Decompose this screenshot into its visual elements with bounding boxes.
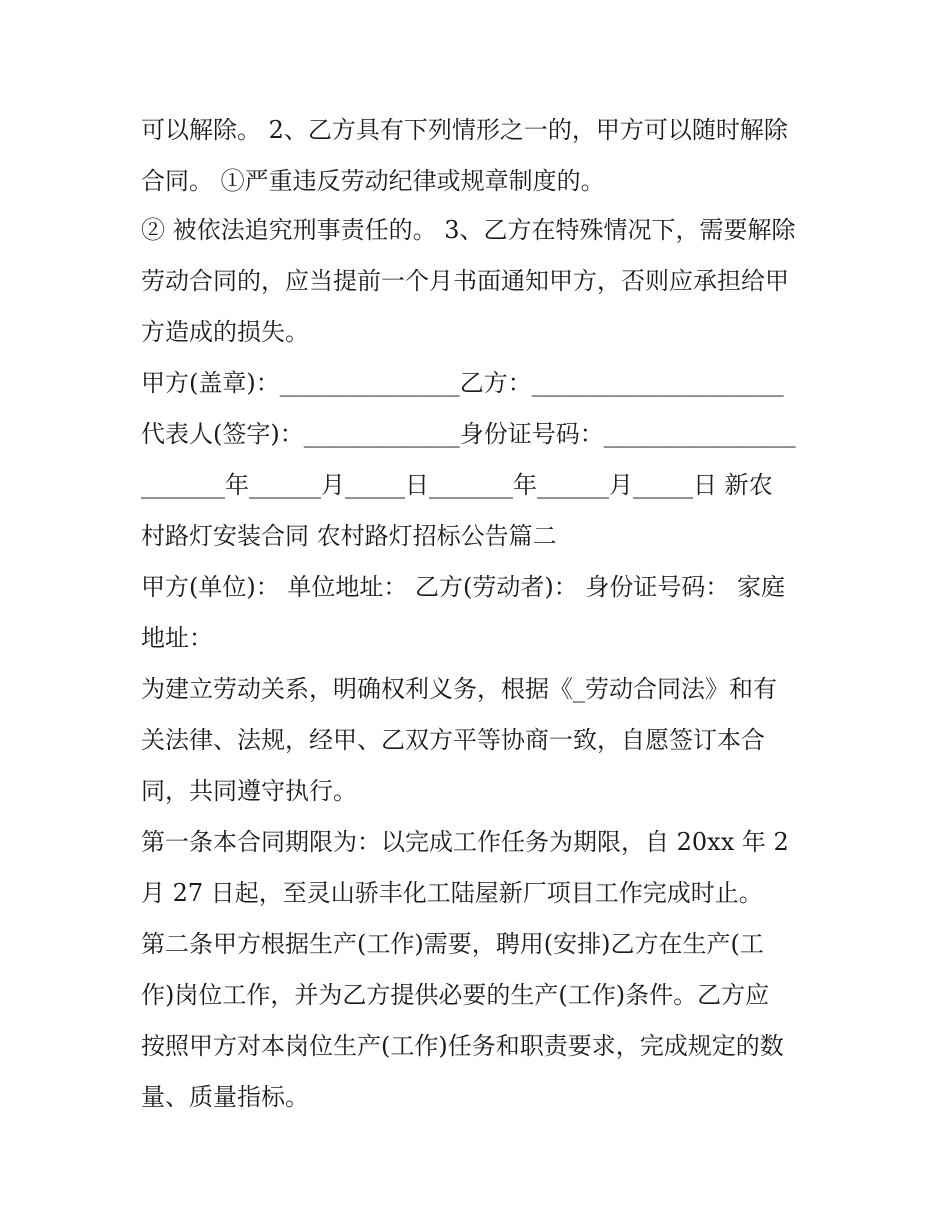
text-line: 同，共同遵守执行。 bbox=[141, 777, 357, 805]
text-line: 合同。 ①严重违反劳动纪律或规章制度的。 bbox=[141, 167, 605, 195]
text-line: 按照甲方对本岗位生产(工作)任务和职责要求，完成规定的数 bbox=[141, 1032, 784, 1060]
article-one-line: 第一条本合同期限为：以完成工作任务为期限，自 20xx 年 2 bbox=[141, 828, 789, 856]
date-line: _______年______月_____日_______年______月_____日 新农 bbox=[141, 471, 773, 499]
text-line: ② 被依法追究刑事责任的。 3、乙方在特殊情况下，需要解除 bbox=[141, 216, 796, 244]
article-two-line: 第二条甲方根据生产(工作)需要，聘用(安排)乙方在生产(工 bbox=[141, 930, 764, 958]
text-line: 劳动合同的，应当提前一个月书面通知甲方，否则应承担给甲 bbox=[141, 267, 789, 295]
signature-line-representative: 代表人(签字)：_____________身份证号码：________________ bbox=[141, 420, 796, 448]
text-line: 量、质量指标。 bbox=[141, 1083, 309, 1111]
text-line: 为建立劳动关系，明确权利义务，根据《_劳动合同法》和有 bbox=[141, 675, 777, 703]
text-line: 方造成的损失。 bbox=[141, 318, 309, 346]
text-line: 月 27 日起，至灵山骄丰化工陆屋新厂项目工作完成时止。 bbox=[141, 879, 763, 907]
text-line: 可以解除。 2、乙方具有下列情形之一的，甲方可以随时解除 bbox=[141, 116, 788, 144]
signature-line-party-a-b: 甲方(盖章)：_______________乙方：_____________________ bbox=[141, 369, 784, 397]
party-info-line: 甲方(单位)： 单位地址： 乙方(劳动者)： 身份证号码： 家庭 bbox=[141, 573, 785, 601]
section-title-line: 村路灯安装合同 农村路灯招标公告篇二 bbox=[141, 522, 557, 550]
text-line: 关法律、法规，经甲、乙双方平等协商一致，自愿签订本合 bbox=[141, 726, 765, 754]
text-line: 作)岗位工作，并为乙方提供必要的生产(工作)条件。乙方应 bbox=[141, 981, 770, 1009]
text-line: 地址： bbox=[141, 624, 213, 652]
